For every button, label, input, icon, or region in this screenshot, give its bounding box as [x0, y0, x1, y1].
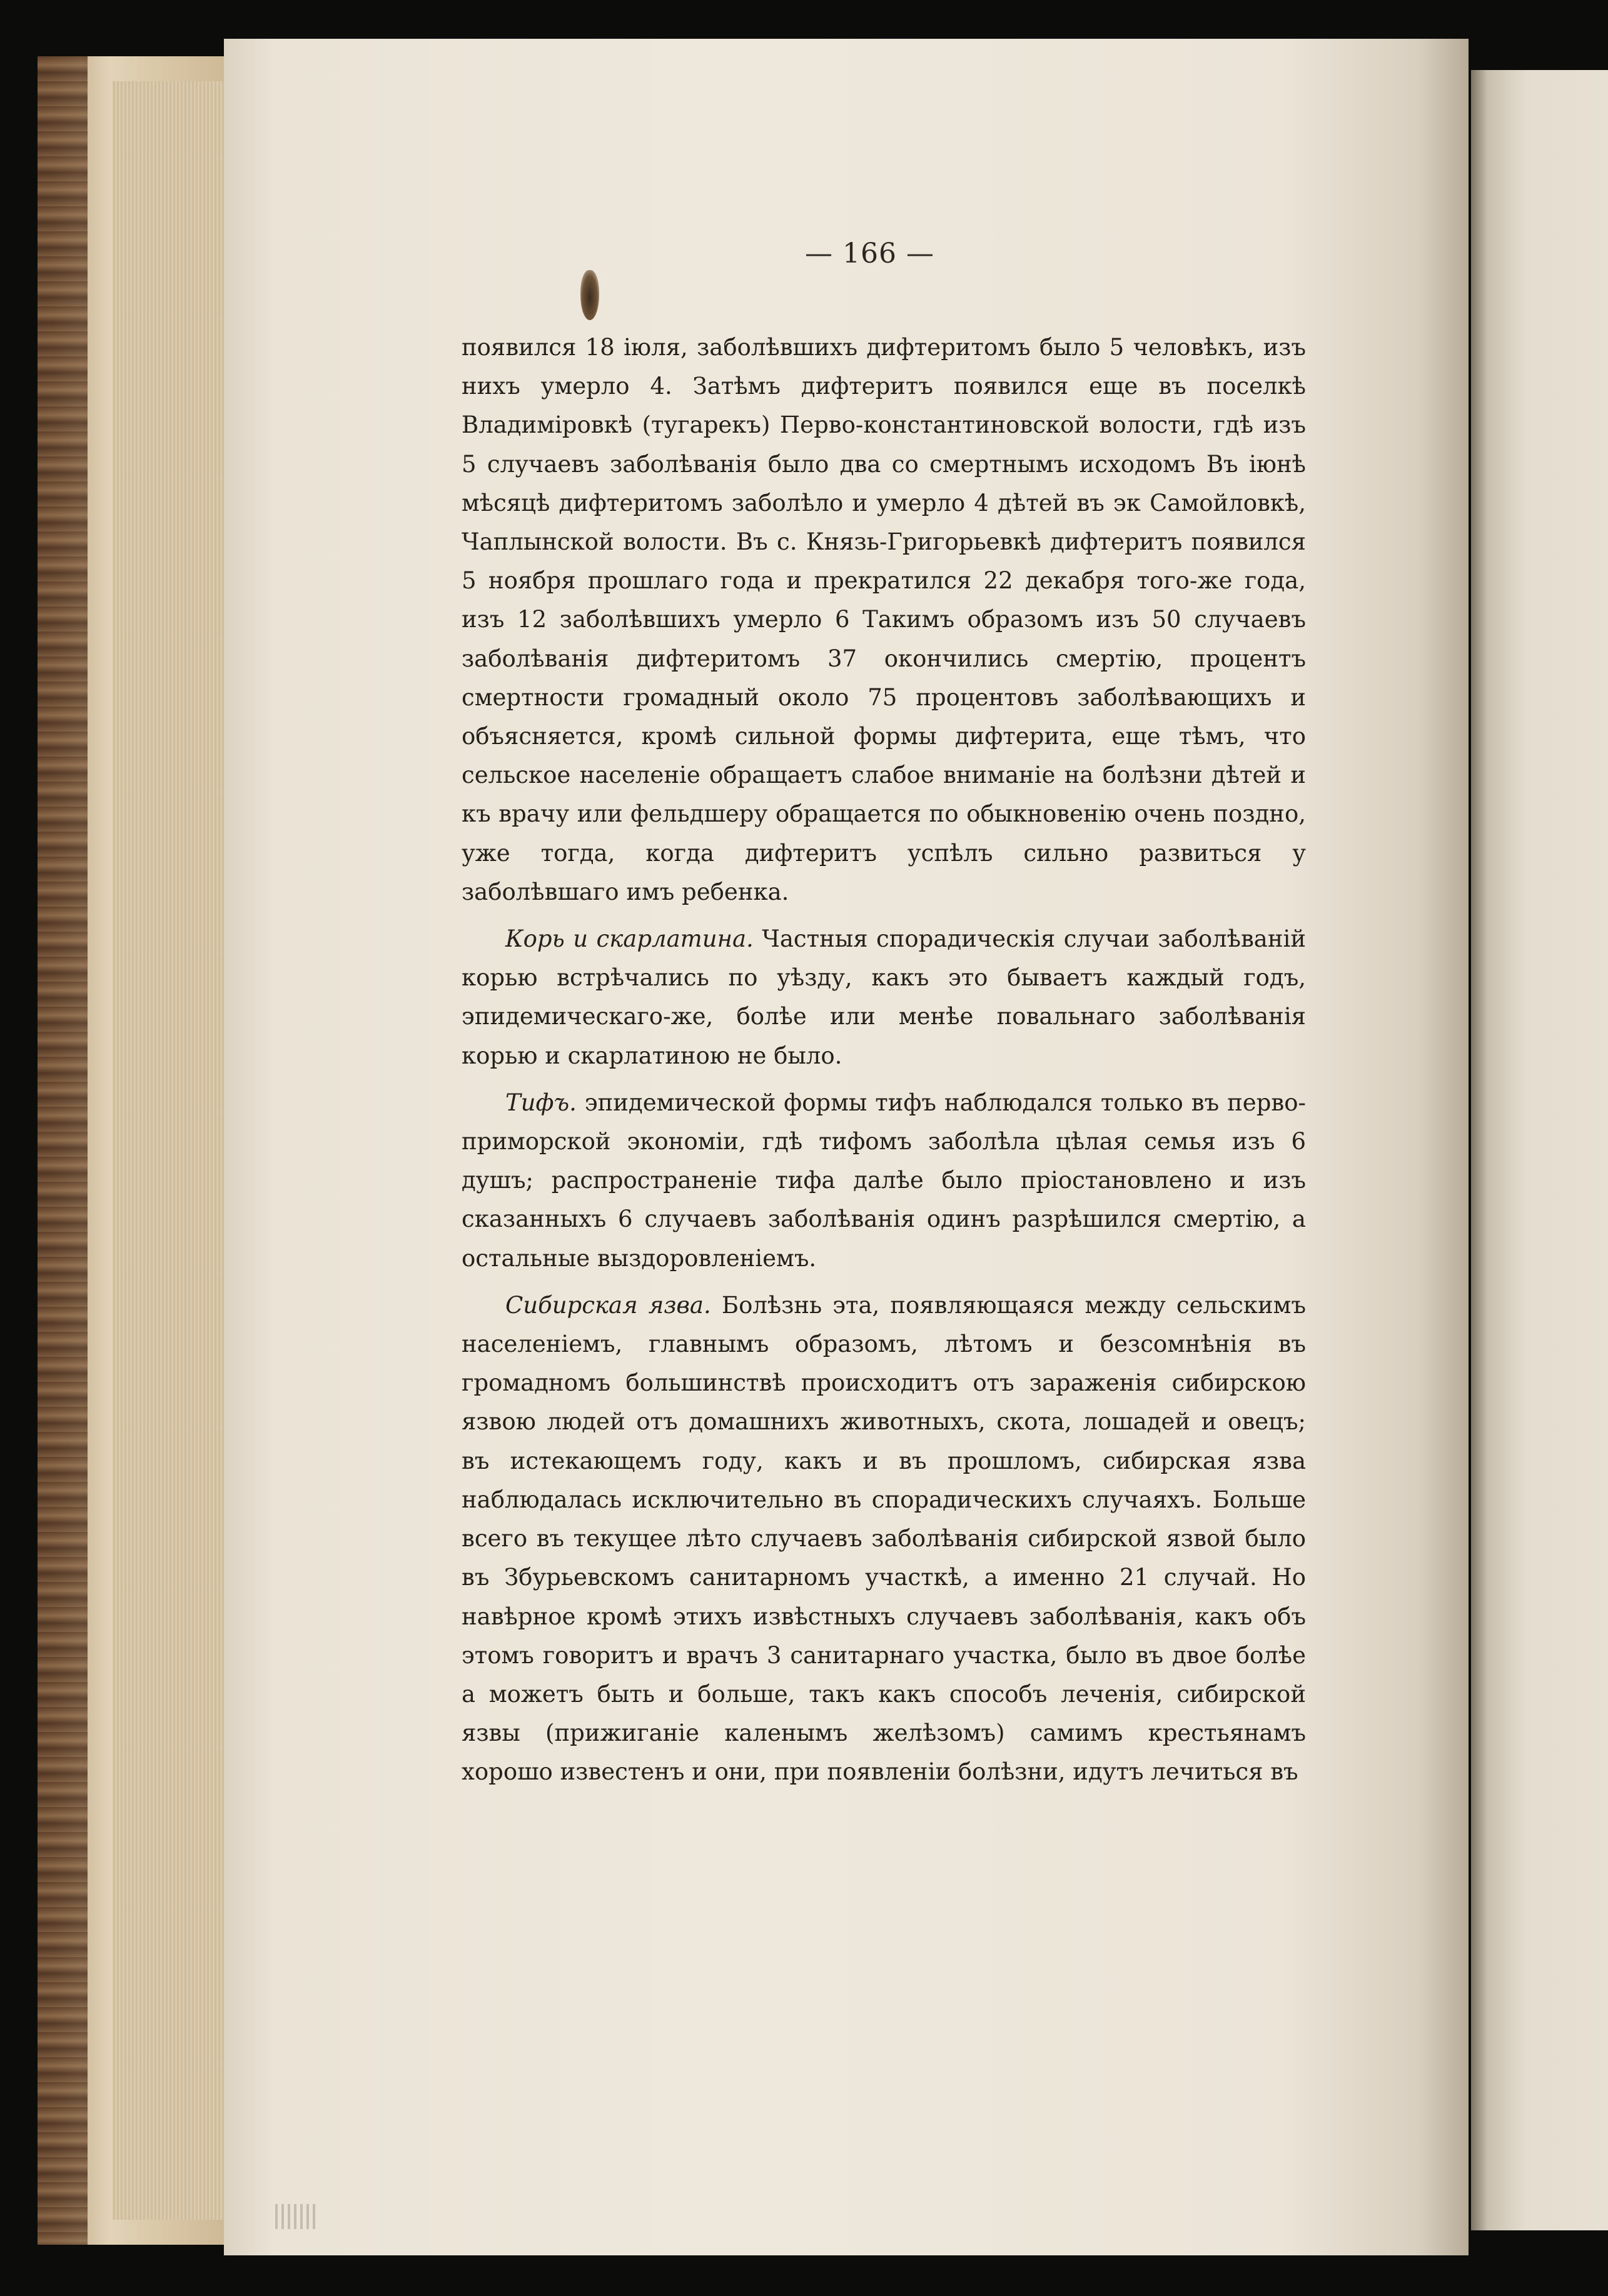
paragraph-text: появился 18 іюля, заболѣвшихъ дифтеритомъ было 5 человѣкъ, изъ нихъ умерло 4. Затѣмъ дифтеритъ появился еще въ поселкѣ Владиміровкѣ (тугарекъ) Перво-константиновской волости, гдѣ изъ 5 случаевъ заболѣванія было два со смертнымъ исходомъ Въ іюнѣ мѣсяцѣ дифтеритомъ заболѣло и умерло 4 дѣтей въ эк Самойловкѣ, Чаплынской волости. Въ с. Князь-Григорьевкѣ дифтеритъ появился 5 ноября прошлаго года и прекратился 22 декабря того-же года, изъ 12 заболѣвшихъ умерло 6 Такимъ образомъ изъ 50 случаевъ заболѣванія дифтеритомъ 37 окончились смертію, процентъ смертности громадный около 75 процентовъ заболѣвающихъ и объясняется, кромѣ сильной формы дифтерита, еще тѣмъ, что сельское населеніе обращаетъ слабое вниманіе на болѣзни дѣтей и къ врачу или фельдшеру обращается по обыкновенію очень поздно, уже тогда, когда дифтеритъ успѣлъ сильно развиться у заболѣвшаго имъ ребенка.: [462, 334, 1306, 905]
paragraph-diphtheria: [462, 328, 1306, 912]
section-heading-typhus: Тифъ.: [505, 1089, 577, 1116]
ink-stain: [580, 270, 599, 320]
section-heading-anthrax: Сибирская язва.: [505, 1291, 711, 1319]
facing-page: [1471, 70, 1608, 2230]
paragraph-text: Болѣзнь эта, появляющаяся между сельскимъ населеніемъ, главнымъ образомъ, лѣтомъ и безсомнѣнія въ громадномъ большинствѣ происходитъ отъ зараженія сибирскою язвою людей отъ домашнихъ животныхъ, скота, лошадей и овецъ; въ истекающемъ году, какъ и въ прошломъ, сибирская язва наблюдалась исключительно въ спорадическихъ случаяхъ. Больше всего въ текущее лѣто случаевъ заболѣванія сибирской язвой было въ Збурьевскомъ санитарномъ участкѣ, а именно 21 случай. Но навѣрное кромѣ этихъ извѣстныхъ случаевъ заболѣванія, какъ объ этомъ говоритъ и врачъ 3 санитарнаго участка, было въ двое болѣе а можетъ быть и больше, такъ какъ способъ леченія, сибирской язвы (прижиганіе каленымъ желѣзомъ) самимъ крестьянамъ хорошо известенъ и они, при появленіи болѣзни, идутъ лечиться въ: [462, 1291, 1306, 1786]
paragraph-anthrax: [462, 1286, 1306, 1792]
paragraph-text: Частныя спорадическія случаи заболѣваній корью встрѣчались по уѣзду, какъ это бываетъ каждый годъ, эпидемическаго-же, болѣе или менѣе повальнаго заболѣванія корью и скарлатиною не было.: [462, 925, 1306, 1069]
page-number: — 166 —: [805, 238, 934, 269]
binding-edge: [38, 56, 88, 2245]
paragraph-measles: [462, 920, 1306, 1075]
page-body-text: [462, 328, 1306, 1800]
paragraph-text: эпидемической формы тифъ наблюдался только въ перво-приморской экономіи, гдѣ тифомъ заболѣла цѣлая семья изъ 6 душъ; распространеніе тифа далѣе было пріостановлено и изъ сказанныхъ 6 случаевъ заболѣванія одинъ разрѣшился смертію, а остальные выздоровленіемъ.: [462, 1089, 1306, 1272]
page-smudge: [275, 2204, 319, 2229]
book-page-edges: [38, 56, 244, 2245]
paragraph-typhus: [462, 1084, 1306, 1278]
section-heading-measles: Корь и скарлатина.: [505, 925, 754, 953]
